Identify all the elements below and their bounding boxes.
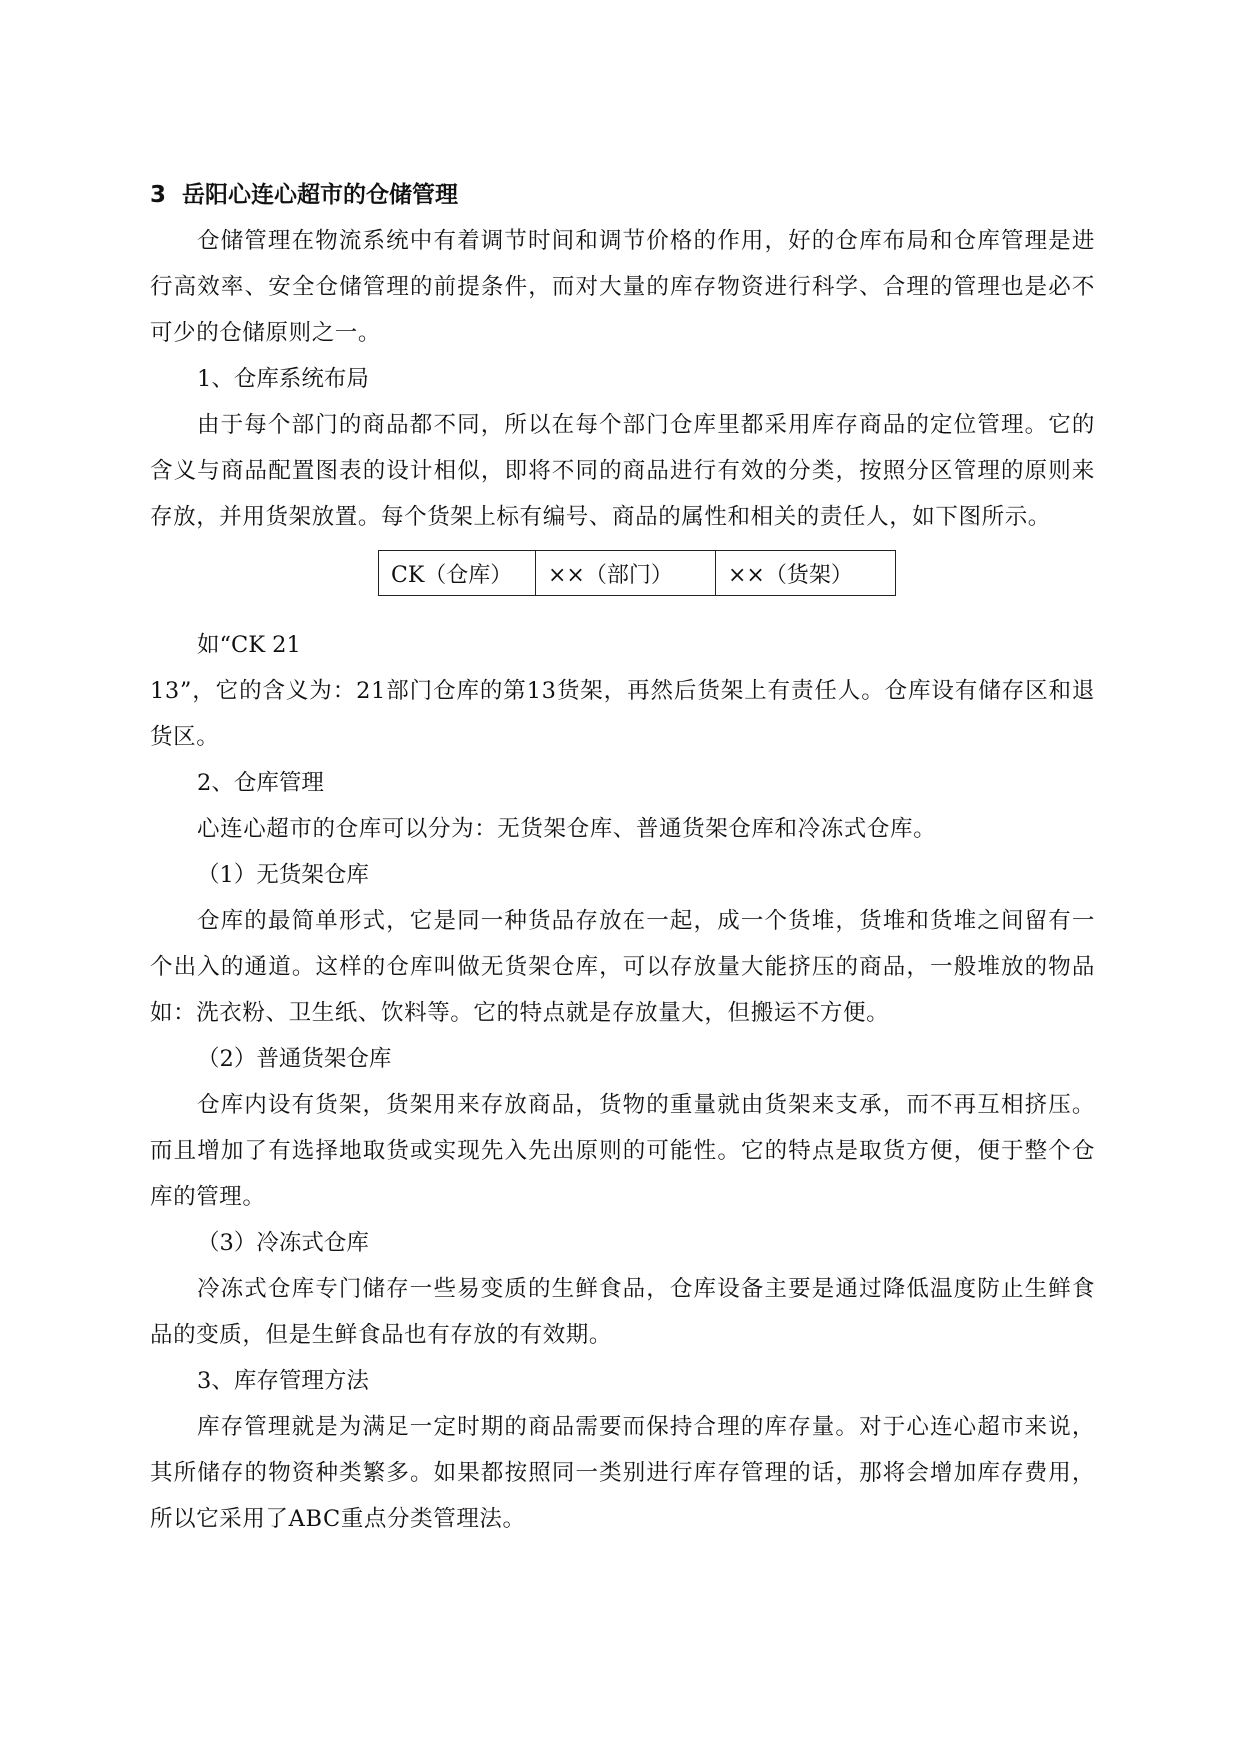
type-2-heading: （2）普通货架仓库	[197, 1046, 392, 1072]
type-3-paragraph: 冷冻式仓库专门储存一些易变质的生鲜食品，仓库设备主要是通过降低温度防止生鲜食品的变质，但是生鲜食品也有存放的有效期。	[150, 1276, 1095, 1348]
example-line-1: 如“CK 21	[197, 632, 301, 658]
layout-paragraph: 由于每个部门的商品都不同，所以在每个部门仓库里都采用库存商品的定位管理。它的含义与商品配置图表的设计相似，即将不同的商品进行有效的分类，按照分区管理的原则来存放，并用货架放置。每个货架上标有编号、商品的属性和相关的责任人，如下图所示。	[150, 412, 1095, 530]
type-1-paragraph: 仓库的最简单形式，它是同一种货品存放在一起，成一个货堆，货堆和货堆之间留有一个出入的通道。这样的仓库叫做无货架仓库，可以存放量大能挤压的商品，一般堆放的物品如：洗衣粉、卫生纸、饮料等。它的特点就是存放量大，但搬运不方便。	[150, 908, 1095, 1026]
section-title: 岳阳心连心超市的仓储管理	[182, 182, 459, 208]
section-heading	[150, 172, 1095, 218]
inventory-heading: 3、库存管理方法	[197, 1368, 369, 1394]
type-3-heading: （3）冷冻式仓库	[197, 1230, 369, 1256]
type-2-paragraph: 仓库内设有货架，货架用来存放商品，货物的重量就由货架来支承，而不再互相挤压。而且增加了有选择地取货或实现先入先出原则的可能性。它的特点是取货方便，便于整个仓库的管理。	[150, 1092, 1095, 1210]
layout-heading: 1、仓库系统布局	[197, 366, 369, 392]
table-row	[379, 551, 896, 596]
type-1-heading: （1）无货架仓库	[197, 862, 369, 888]
shelf-code-table	[378, 550, 896, 596]
section-number: 3	[150, 182, 167, 208]
document-page	[150, 172, 1095, 1542]
example-line-2: 13”，它的含义为：21部门仓库的第13货架，再然后货架上有责任人。仓库设有储存区和退货区。	[150, 678, 1095, 750]
warehouse-mgmt-intro: 心连心超市的仓库可以分为：无货架仓库、普通货架仓库和冷冻式仓库。	[197, 816, 937, 842]
table-cell-shelf: ××（货架）	[716, 551, 896, 596]
table-cell-department: ××（部门）	[536, 551, 716, 596]
table-cell-warehouse: CK（仓库）	[379, 551, 536, 596]
spacer	[150, 596, 1095, 622]
intro-paragraph: 仓储管理在物流系统中有着调节时间和调节价格的作用，好的仓库布局和仓库管理是进行高效率、安全仓储管理的前提条件，而对大量的库存物资进行科学、合理的管理也是必不可少的仓储原则之一。	[150, 228, 1095, 346]
inventory-paragraph: 库存管理就是为满足一定时期的商品需要而保持合理的库存量。对于心连心超市来说，其所储存的物资种类繁多。如果都按照同一类别进行库存管理的话，那将会增加库存费用，所以它采用了ABC重点分类管理法。	[150, 1414, 1095, 1532]
warehouse-mgmt-heading: 2、仓库管理	[197, 770, 324, 796]
